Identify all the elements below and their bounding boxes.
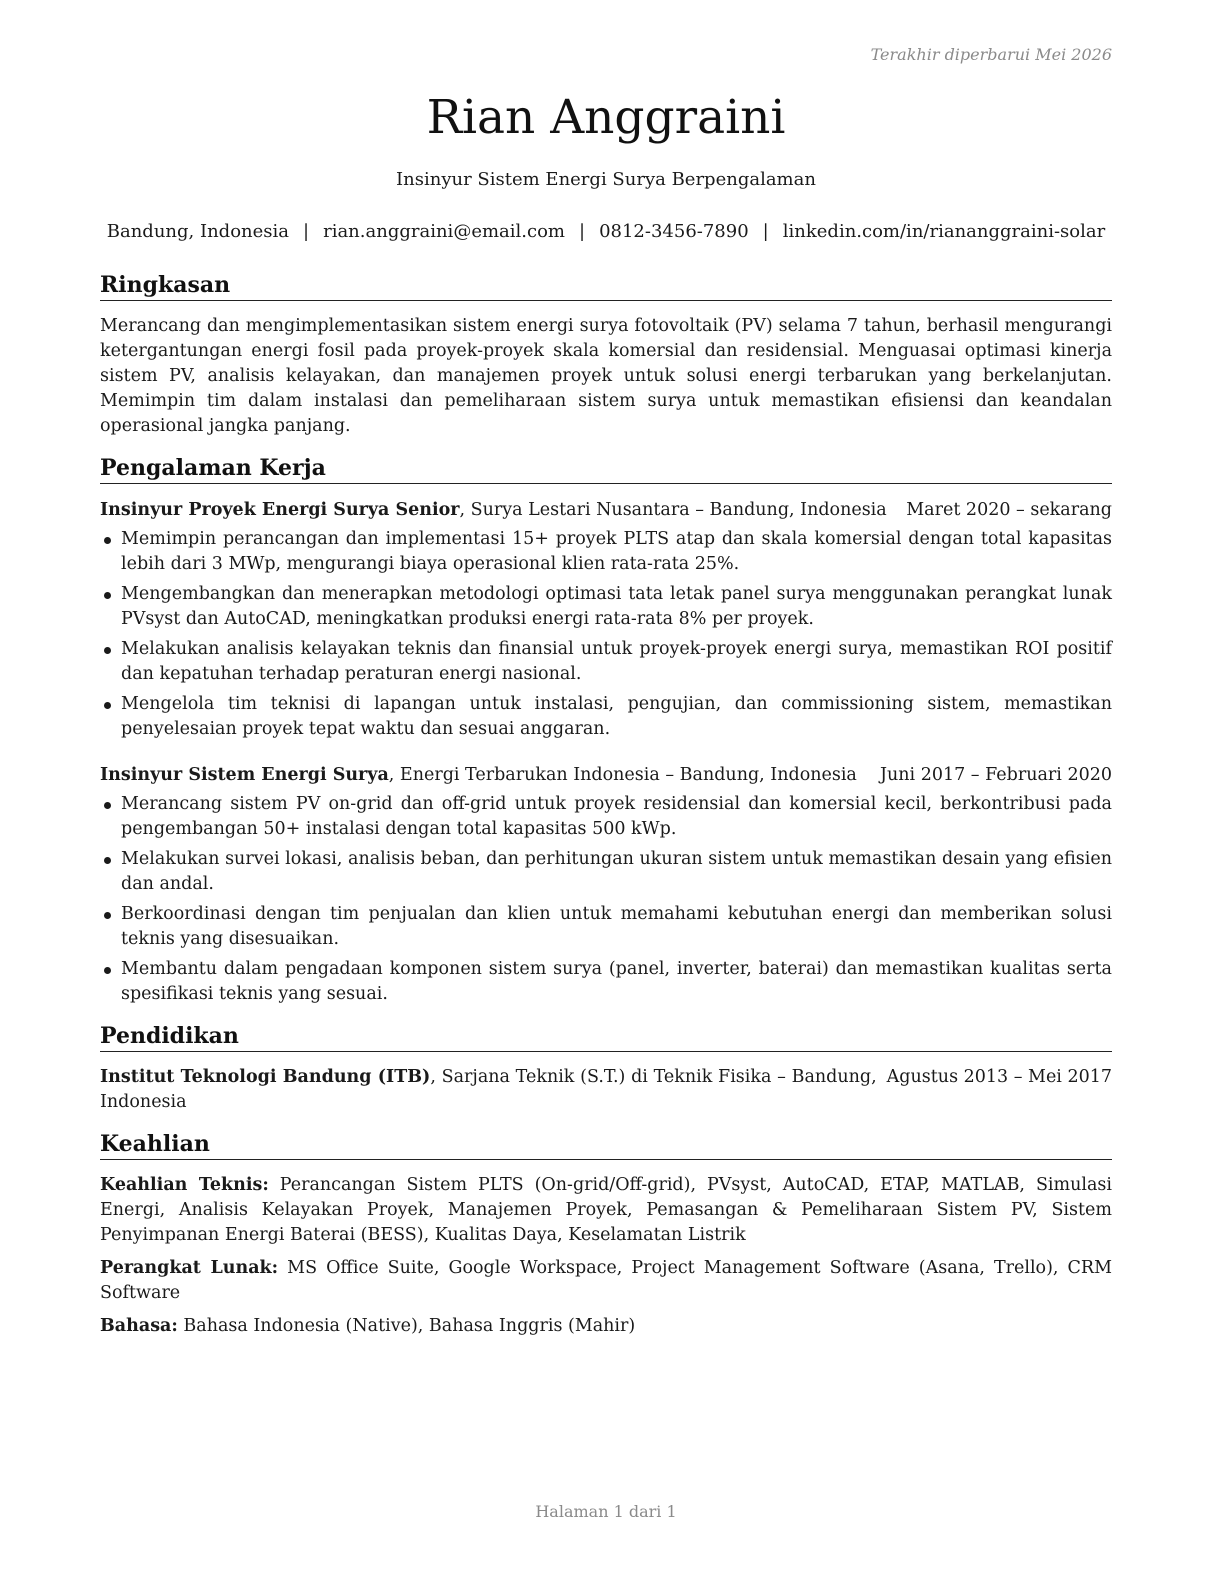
job-company: , Surya Lestari Nusantara – Bandung, Indonesia [459, 500, 887, 520]
job-header [100, 497, 1112, 524]
education-entry [100, 1065, 1112, 1115]
skill-label: Perangkat Lunak: [100, 1258, 279, 1278]
contact-location: Bandung, Indonesia [106, 221, 290, 242]
job-bullets [100, 792, 1112, 1007]
contact-separator: | [762, 221, 769, 242]
education-institution: Institut Teknologi Bandung (ITB) [100, 1067, 431, 1087]
job-role: Insinyur Sistem Energi Surya [100, 765, 389, 785]
job-header [100, 762, 1112, 789]
job-bullets [100, 527, 1112, 742]
education-line [100, 1065, 887, 1115]
skill-row-software [100, 1256, 1112, 1306]
section-title-experience: Pengalaman Kerja [100, 453, 1112, 484]
candidate-name: Rian Anggraini [426, 90, 786, 145]
skill-row-technical [100, 1173, 1112, 1248]
contact-email[interactable]: rian.anggraini@email.com [323, 221, 565, 242]
resume-page [100, 0, 1112, 1584]
job-dates: Maret 2020 – sekarang [906, 500, 1112, 520]
job-bullet: Merancang sistem PV on-grid dan off-grid untuk proyek residensial dan komersial kecil, berkontribusi pada pengembangan 50+ instalasi dengan total kapasitas 500 kWp. [100, 792, 1112, 842]
education-detail: , Sarjana Teknik (S.T.) di Teknik Fisika – Bandung, Indonesia [100, 1067, 877, 1112]
skill-value: Perancangan Sistem PLTS (On-grid/Off-grid), PVsyst, AutoCAD, ETAP, MATLAB, Simulasi Energi, Analisis Kelayakan Proyek, Manajemen Proyek, Pemasangan & Pemeliharaan Sistem PV, Sistem Penyimpanan Energi Baterai (BESS), Kualitas Daya, Keselamatan Listrik [100, 1175, 1112, 1245]
job-entry [100, 762, 1112, 1007]
skill-value: MS Office Suite, Google Workspace, Project Management Software (Asana, Trello), CRM Software [100, 1258, 1112, 1303]
last-updated-note: Terakhir diperbarui Mei 2026 [870, 45, 1112, 64]
section-title-summary: Ringkasan [100, 270, 1112, 301]
job-bullet: Memimpin perancangan dan implementasi 15+ proyek PLTS atap dan skala komersial dengan total kapasitas lebih dari 3 MWp, mengurangi biaya operasional klien rata-rata 25%. [100, 527, 1112, 577]
skill-row-languages [100, 1314, 1112, 1339]
job-bullet: Mengembangkan dan menerapkan metodologi optimasi tata letak panel surya menggunakan perangkat lunak PVsyst dan AutoCAD, meningkatkan produksi energi rata-rata 8% per proyek. [100, 582, 1112, 632]
job-bullet: Melakukan survei lokasi, analisis beban, dan perhitungan ukuran sistem untuk memastikan desain yang efisien dan andal. [100, 847, 1112, 897]
resume-content [100, 270, 1112, 1353]
summary-text: Merancang dan mengimplementasikan sistem energi surya fotovoltaik (PV) selama 7 tahun, berhasil mengurangi ketergantungan energi fosil pada proyek-proyek skala komersial dan residensial. Menguasai optimasi kinerja sistem PV, analisis kelayakan, dan manajemen proyek untuk solusi energi terbarukan yang berkelanjutan. Memimpin tim dalam instalasi dan pemeliharaan sistem surya untuk memastikan efisiensi dan keandalan operasional jangka panjang. [100, 316, 1112, 436]
job-role: Insinyur Proyek Energi Surya Senior [100, 500, 460, 520]
skills-section [100, 1129, 1112, 1339]
job-bullet: Mengelola tim teknisi di lapangan untuk instalasi, pengujian, dan commissioning sistem, memastikan penyelesaian proyek tepat waktu dan sesuai anggaran. [100, 692, 1112, 742]
education-dates: Agustus 2013 – Mei 2017 [886, 1067, 1112, 1087]
section-title-skills: Keahlian [100, 1129, 1112, 1160]
skill-label: Keahlian Teknis: [100, 1175, 269, 1195]
job-title-line [100, 762, 857, 789]
job-title-line [100, 497, 887, 524]
candidate-tagline: Insinyur Sistem Energi Surya Berpengalaman [396, 169, 816, 190]
education-section [100, 1021, 1112, 1115]
skill-value: Bahasa Indonesia (Native), Bahasa Inggris (Mahir) [177, 1316, 636, 1336]
summary-section [100, 270, 1112, 439]
contact-line [100, 220, 1112, 244]
job-bullet: Berkoordinasi dengan tim penjualan dan klien untuk memahami kebutuhan energi dan memberikan solusi teknis yang disesuaikan. [100, 902, 1112, 952]
contact-separator: | [579, 221, 586, 242]
job-bullet: Melakukan analisis kelayakan teknis dan finansial untuk proyek-proyek energi surya, memastikan ROI positif dan kepatuhan terhadap peraturan energi nasional. [100, 637, 1112, 687]
job-company: , Energi Terbarukan Indonesia – Bandung, Indonesia [388, 765, 857, 785]
contact-linkedin[interactable]: linkedin.com/in/riananggraini-solar [782, 221, 1106, 242]
contact-phone: 0812-3456-7890 [599, 221, 749, 242]
contact-separator: | [303, 221, 310, 242]
page-footer: Halaman 1 dari 1 [535, 1502, 677, 1521]
job-bullet: Membantu dalam pengadaan komponen sistem surya (panel, inverter, baterai) dan memastikan kualitas serta spesifikasi teknis yang sesuai. [100, 957, 1112, 1007]
section-title-education: Pendidikan [100, 1021, 1112, 1052]
job-dates: Juni 2017 – Februari 2020 [879, 765, 1112, 785]
skill-label: Bahasa: [100, 1316, 178, 1336]
job-entry [100, 497, 1112, 742]
experience-section [100, 453, 1112, 1007]
